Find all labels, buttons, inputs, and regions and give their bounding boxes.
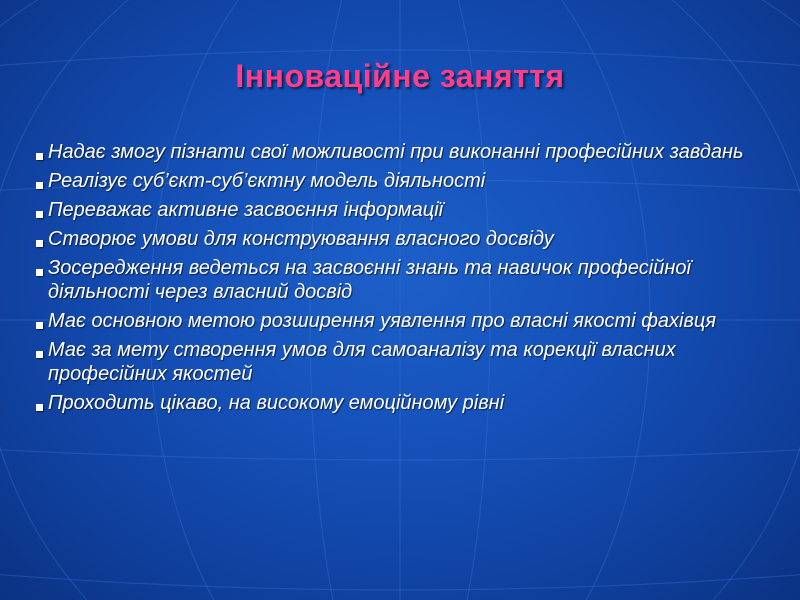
bullet-text: Зосередження ведеться на засвоєнні знань та навичок професійної діяльності через власний досвід — [48, 257, 691, 303]
bullet-text: Надає змогу пізнати свої можливості при виконанні професійних завдань — [48, 141, 744, 163]
bullet-text: Створює умови для конструювання власного досвіду — [48, 228, 554, 250]
bullet-text: Має основною метою розширення уявлення про власні якості фахівця — [48, 310, 717, 332]
bullet-list — [36, 140, 766, 420]
bullet-text: Має за мету створення умов для самоаналізу та корекції власних професійних якостей — [48, 339, 676, 385]
list-item — [36, 338, 766, 386]
list-item — [36, 140, 766, 164]
square-bullet-icon — [36, 269, 43, 276]
list-item — [36, 256, 766, 304]
bullet-text: Реалізує суб’єкт-суб’єктну модель діяльності — [48, 170, 486, 192]
square-bullet-icon — [36, 211, 43, 218]
bullet-text: Переважає активне засвоєння інформації — [48, 199, 444, 221]
square-bullet-icon — [36, 351, 43, 358]
square-bullet-icon — [36, 153, 43, 160]
square-bullet-icon — [36, 240, 43, 247]
bullet-text: Проходить цікаво, на високому емоційному рівні — [48, 392, 505, 414]
list-item — [36, 198, 766, 222]
list-item — [36, 227, 766, 251]
square-bullet-icon — [36, 404, 43, 411]
slide-title: Інноваційне заняття — [235, 58, 565, 94]
square-bullet-icon — [36, 182, 43, 189]
list-item — [36, 169, 766, 193]
list-item — [36, 391, 766, 415]
square-bullet-icon — [36, 322, 43, 329]
list-item — [36, 309, 766, 333]
